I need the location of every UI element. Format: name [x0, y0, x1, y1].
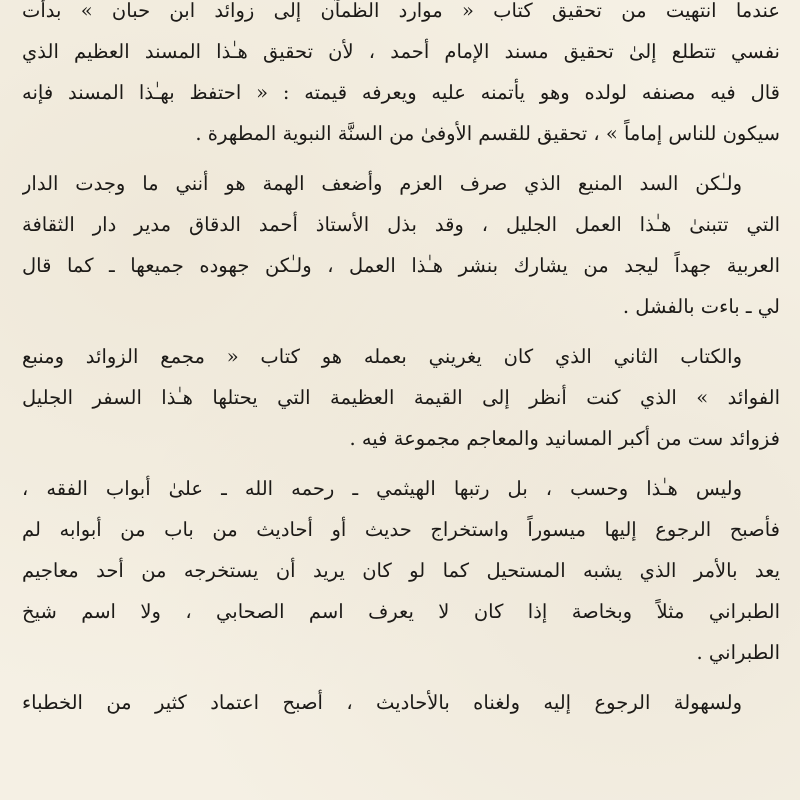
text-line: التي تتبنىٰ هـٰذا العمل الجليل ، وقد بذل الأستاذ أحمد الدقاق مدير دار الثقافة — [22, 213, 780, 236]
text-line: لي ـ باءت بالفشل . — [622, 295, 780, 318]
paragraph-gap — [22, 154, 780, 163]
text-line: عندما انتهيت من تحقيق كتاب « موارد الظمآن إلى زوائد ابن حبان » بدأت — [22, 0, 780, 22]
text-line: فأصبح الرجوع إليها ميسوراً واستخراج حديث أو أحاديث من باب من أبوابه لم — [22, 518, 780, 541]
text-line: ولـٰكن السد المنيع الذي صرف العزم وأضعف الهمة هو أنني ما وجدت الدار — [22, 172, 742, 195]
text-line: نفسي تتطلع إلىٰ تحقيق مسند الإمام أحمد ، لأن تحقيق هـٰذا المسند العظيم الذي — [22, 40, 780, 63]
paragraph-4 — [22, 468, 780, 673]
text-line: يعد بالأمر الذي يشبه المستحيل كما لو كان يريد أن يستخرجه من أحد معاجيم — [22, 559, 780, 582]
page-text — [22, 0, 780, 723]
text-line: قال فيه مصنفه لولده وهو يأتمنه عليه ويعرفه قيمته : « احتفظ بهـٰذا المسند فإنه — [22, 81, 780, 104]
text-line: والكتاب الثاني الذي كان يغريني بعمله هو كتاب « مجمع الزوائد ومنبع — [22, 345, 742, 368]
paragraph-5 — [22, 682, 780, 723]
text-line: الطبراني مثلاً وبخاصة إذا كان لا يعرف اسم الصحابي ، ولا اسم شيخ — [22, 600, 780, 623]
text-line: فزوائد ست من أكبر المسانيد والمعاجم مجموعة فيه . — [349, 427, 780, 450]
text-line: العربية جهداً ليجد من يشارك بنشر هـٰذا العمل ، ولـٰكن جهوده جميعها ـ كما قال — [22, 254, 780, 277]
paragraph-gap — [22, 673, 780, 682]
paragraph-1 — [22, 0, 780, 154]
paragraph-gap — [22, 459, 780, 468]
text-line: ولسهولة الرجوع إليه ولغناه بالأحاديث ، أصبح اعتماد كثير من الخطباء — [22, 691, 742, 714]
text-line: سيكون للناس إماماً » ، تحقيق للقسم الأوفىٰ من السنَّة النبوية المطهرة . — [195, 122, 780, 145]
text-line: الطبراني . — [696, 641, 780, 664]
paragraph-gap — [22, 327, 780, 336]
text-line: الفوائد » الذي كنت أنظر إلى القيمة العظيمة التي يحتلها هـٰذا السفر الجليل — [22, 386, 780, 409]
paragraph-2 — [22, 163, 780, 327]
paragraph-3 — [22, 336, 780, 459]
text-line: وليس هـٰذا وحسب ، بل رتبها الهيثمي ـ رحمه الله ـ علىٰ أبواب الفقه ، — [22, 477, 742, 500]
